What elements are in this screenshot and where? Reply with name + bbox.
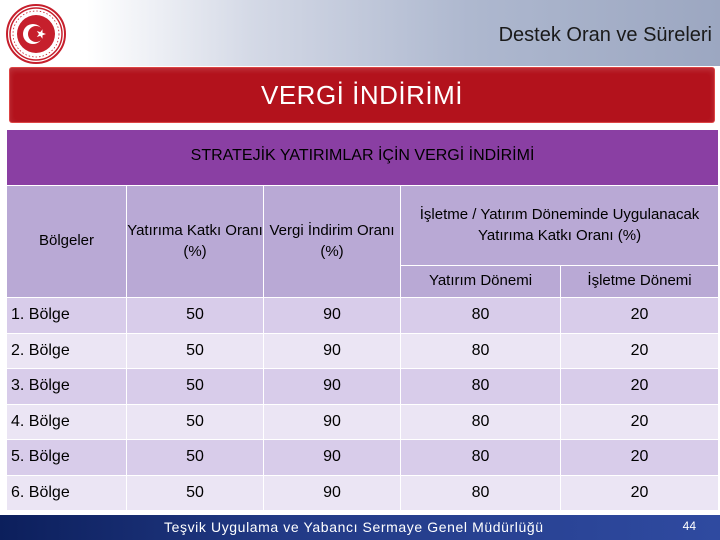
operation-cell: 20 xyxy=(561,404,719,440)
footer-organization: Teşvik Uygulama ve Yabancı Sermaye Genel Müdürlüğü xyxy=(164,519,544,535)
table-row xyxy=(7,298,719,334)
banner-text: VERGİ İNDİRİMİ xyxy=(260,79,463,110)
region-cell: 3. Bölge xyxy=(7,369,127,405)
reduction-cell: 90 xyxy=(264,475,401,511)
header-tax-reduction-rate: Vergi İndirim Oranı (%) xyxy=(264,186,401,298)
investment-cell: 80 xyxy=(401,475,561,511)
header-regions: Bölgeler xyxy=(7,186,127,298)
reduction-cell: 90 xyxy=(264,440,401,476)
investment-cell: 80 xyxy=(401,369,561,405)
tax-reduction-table xyxy=(6,129,719,511)
operation-cell: 20 xyxy=(561,475,719,511)
contribution-cell: 50 xyxy=(127,333,264,369)
investment-cell: 80 xyxy=(401,440,561,476)
operation-cell: 20 xyxy=(561,440,719,476)
section-banner xyxy=(10,68,714,122)
header-operation-period: İşletme Dönemi xyxy=(561,266,719,298)
investment-cell: 80 xyxy=(401,298,561,334)
header-band xyxy=(0,0,720,66)
table-row xyxy=(7,369,719,405)
reduction-cell: 90 xyxy=(264,404,401,440)
table-row xyxy=(7,475,719,511)
page-title: Destek Oran ve Süreleri xyxy=(498,24,712,46)
contribution-cell: 50 xyxy=(127,369,264,405)
reduction-cell: 90 xyxy=(264,333,401,369)
investment-cell: 80 xyxy=(401,333,561,369)
header-investment-period: Yatırım Dönemi xyxy=(401,266,561,298)
footer-bar xyxy=(0,515,720,540)
region-cell: 5. Bölge xyxy=(7,440,127,476)
page-number: 44 xyxy=(682,519,696,533)
table-title: STRATEJİK YATIRIMLAR İÇİN VERGİ İNDİRİMİ xyxy=(7,130,719,186)
region-cell: 2. Bölge xyxy=(7,333,127,369)
region-cell: 4. Bölge xyxy=(7,404,127,440)
region-cell: 1. Bölge xyxy=(7,298,127,334)
operation-cell: 20 xyxy=(561,369,719,405)
table-row xyxy=(7,440,719,476)
investment-cell: 80 xyxy=(401,404,561,440)
table-title-row xyxy=(7,130,719,186)
reduction-cell: 90 xyxy=(264,298,401,334)
table-header-row xyxy=(7,186,719,266)
republic-emblem-icon xyxy=(6,4,66,64)
contribution-cell: 50 xyxy=(127,404,264,440)
contribution-cell: 50 xyxy=(127,440,264,476)
table-row xyxy=(7,404,719,440)
contribution-cell: 50 xyxy=(127,298,264,334)
header-period-group: İşletme / Yatırım Döneminde Uygulanacak Yatırıma Katkı Oranı (%) xyxy=(401,186,719,266)
contribution-cell: 50 xyxy=(127,475,264,511)
table-row xyxy=(7,333,719,369)
region-cell: 6. Bölge xyxy=(7,475,127,511)
operation-cell: 20 xyxy=(561,333,719,369)
reduction-cell: 90 xyxy=(264,369,401,405)
operation-cell: 20 xyxy=(561,298,719,334)
header-contribution-rate: Yatırıma Katkı Oranı (%) xyxy=(127,186,264,298)
